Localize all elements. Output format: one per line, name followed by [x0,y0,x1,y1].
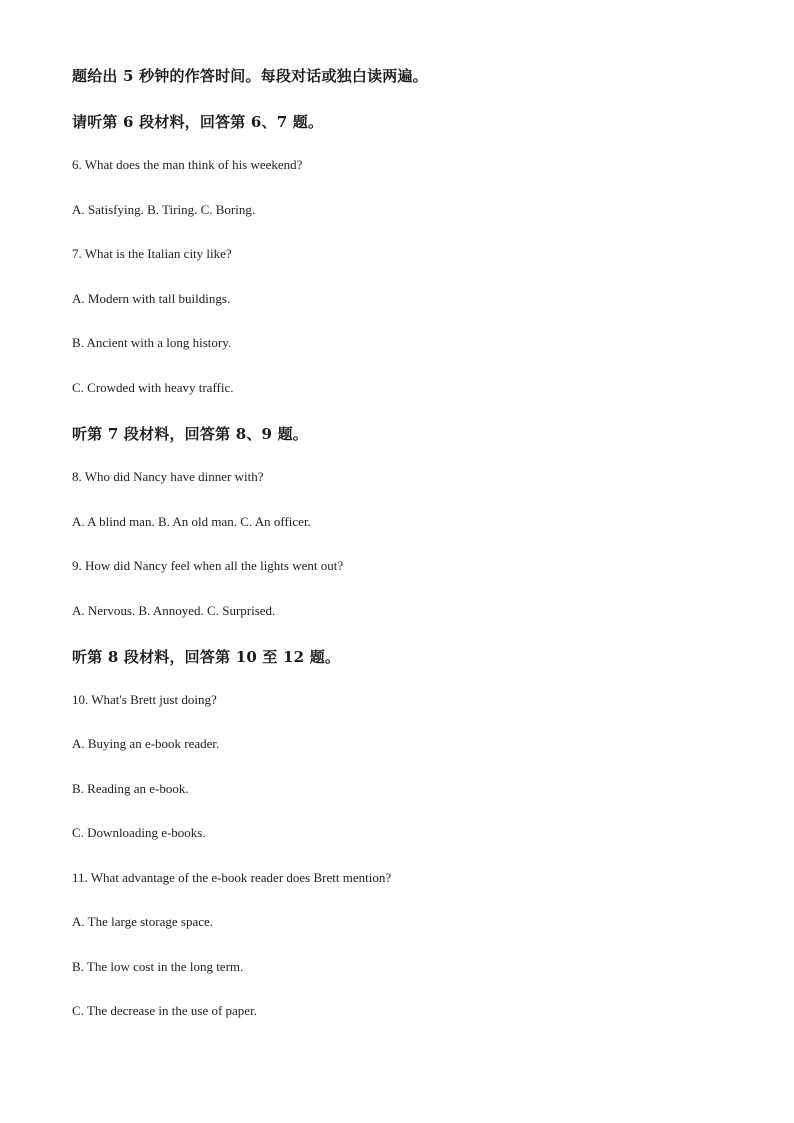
question-7: 7. What is the Italian city like? [72,246,232,261]
question-7-option-b: B. Ancient with a long history. [72,335,232,350]
section-8-heading: 听第 8 段材料，回答第 10 至 12 题。 [72,648,341,666]
question-10-option-a: A. Buying an e-book reader. [72,736,220,751]
question-8: 8. Who did Nancy have dinner with? [72,469,264,484]
question-10-option-c: C. Downloading e-books. [72,825,206,840]
question-6: 6. What does the man think of his weekend? [72,157,303,172]
question-10: 10. What's Brett just doing? [72,692,217,707]
question-9: 9. How did Nancy feel when all the lights went out? [72,558,344,573]
question-10-option-b: B. Reading an e-book. [72,781,189,796]
question-8-options: A. A blind man. B. An old man. C. An officer. [72,514,311,529]
intro-heading: 题给出 5 秒钟的作答时间。每段对话或独白读两遍。 [72,67,428,85]
question-9-options: A. Nervous. B. Annoyed. C. Surprised. [72,603,276,618]
question-7-option-a: A. Modern with tall buildings. [72,291,231,306]
question-11: 11. What advantage of the e-book reader does Brett mention? [72,870,392,885]
question-7-option-c: C. Crowded with heavy traffic. [72,380,234,395]
question-11-option-c: C. The decrease in the use of paper. [72,1003,257,1018]
question-11-option-b: B. The low cost in the long term. [72,959,244,974]
question-11-option-a: A. The large storage space. [72,914,214,929]
section-6-heading: 请听第 6 段材料，回答第 6、7 题。 [72,113,324,131]
question-6-options: A. Satisfying. B. Tiring. C. Boring. [72,202,256,217]
section-7-heading: 听第 7 段材料，回答第 8、9 题。 [72,425,309,443]
